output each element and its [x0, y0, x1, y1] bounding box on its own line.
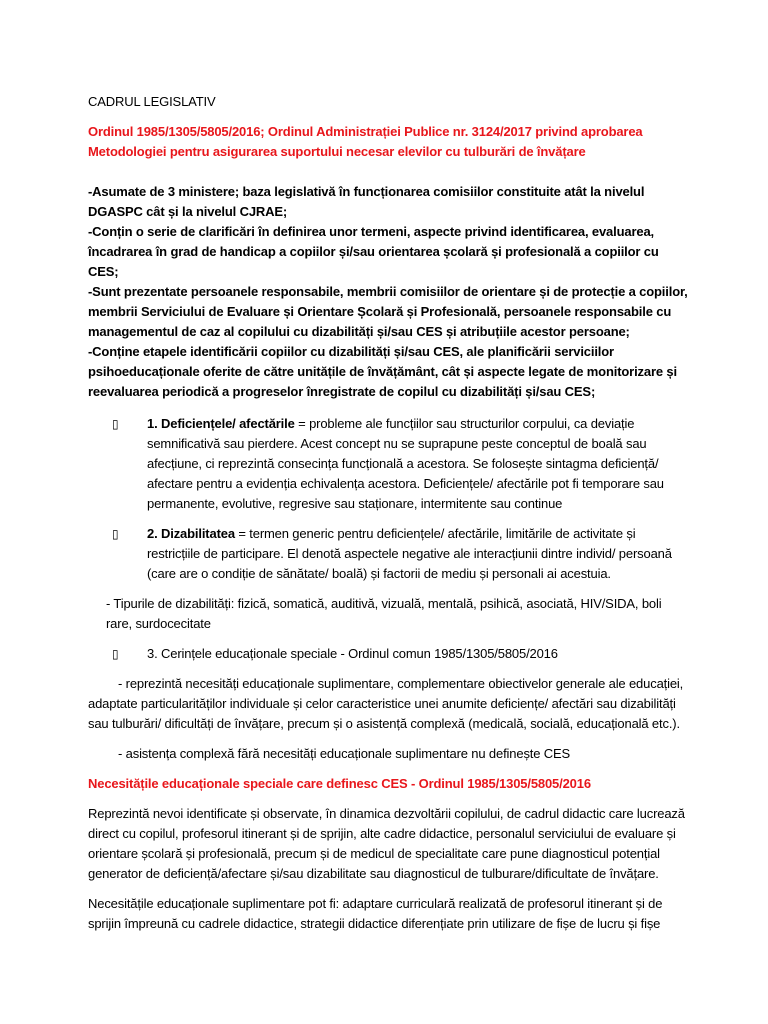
intro-list [88, 182, 688, 402]
bullet-icon: ▯ [112, 527, 119, 541]
intro-line: -Conține etapele identificării copiilor cu dizabilități și/sau CES, ale planificării serviciilor psihoeducaționale oferite de către unitățile de învățământ, cât și aspecte legate de monitorizare și reevaluarea periodică a progreselor înregistrate de copilul cu dizabilități și/sau CES; [88, 344, 677, 399]
list-item-dizabilitatea [88, 524, 688, 584]
item-text: = probleme ale funcțiilor sau structurilor corpului, ca deviație semnificativă sau pierdere. Acest concept nu se suprapune peste conceptul de boală sau afecțiune, ci reprezintă consecința funcțională a acestora. Se folosește sintagma deficiență/ afectare pentru a evidenția echivalența acestora. Deficiențele/ afectările pot fi temporare sau permanente, evolutive, regresive sau staționare, intermitente sau continue [147, 416, 664, 511]
body-paragraph: Reprezintă nevoi identificate și observate, în dinamica dezvoltării copilului, de cadrul didactic care lucrează direct cu copilul, profesorul itinerant și de sprijin, alte cadre didactice, personalul serviciului de evaluare și orientare școlară și profesională, precum și de medicul de specialitate care pune diagnosticul potențial generator de deficiență/afectare și/sau dizabilitate sau diagnosticul de tulburare/dificultate de învățare. [88, 806, 685, 881]
list-item-deficiente [88, 414, 688, 514]
bullet-icon: ▯ [112, 417, 119, 431]
document-heading: CADRUL LEGISLATIV [88, 94, 216, 109]
ces-paragraph: - asistența complexă fără necesități educaționale suplimentare nu definește CES [118, 746, 571, 761]
item-label: 1. Deficiențele/ afectările [147, 416, 295, 431]
ces-paragraph: - reprezintă necesități educaționale suplimentare, complementare obiectivelor generale ale educației, adaptate particularităților individuale și celor caracteristice unei anumite deficiențe/ afectări sau dizabilități sau tulburări/ dificultăți de învățare, precum și o asistență complexă (medicală, socială, educațională etc.). [88, 676, 684, 731]
types-line: - Tipurile de dizabilități: fizică, somatică, auditivă, vizuală, mentală, psihică, asociată, HIV/SIDA, boli rare, surdocecitate [106, 596, 662, 631]
item-label: 2. Dizabilitatea [147, 526, 235, 541]
item-label: 3. Cerințele educaționale speciale - Ordinul comun 1985/1305/5805/2016 [147, 646, 558, 661]
intro-line: -Asumate de 3 ministere; baza legislativă în funcționarea comisiilor constituite atât la nivelul DGASPC cât și la nivelul CJRAE; [88, 184, 645, 219]
bullet-icon: ▯ [112, 647, 119, 661]
document-page [88, 92, 688, 944]
section-heading: Necesitățile educaționale speciale care definesc CES - Ordinul 1985/1305/5805/2016 [88, 776, 591, 791]
list-item-ces [88, 644, 688, 664]
intro-line: -Sunt prezentate persoanele responsabile, membrii comisiilor de orientare și de protecție a copiilor, membrii Serviciului de Evaluare și Orientare Școlară și Profesională, persoanele responsabile cu managementul de caz al copilului cu dizabilități și/sau CES și atribuțiile acestor persoane; [88, 284, 688, 339]
intro-line: -Conțin o serie de clarificări în definirea unor termeni, aspecte privind identificarea, evaluarea, încadrarea în grad de handicap a copiilor și/sau orientarea școlară și profesională a copiilor cu CES; [88, 224, 659, 279]
item-text: = termen generic pentru deficiențele/ afectările, limitările de activitate și restricțiile de participare. El denotă aspectele negative ale interacțiunii dintre individ/ persoană (care are o condiție de sănătate/ boală) și factorii de mediu și personali ai acestuia. [147, 526, 672, 581]
order-title: Ordinul 1985/1305/5805/2016; Ordinul Administrației Publice nr. 3124/2017 privind aprobarea Metodologiei pentru asigurarea suportului necesar elevilor cu tulburări de învățare [88, 124, 643, 159]
body-paragraph: Necesitățile educaționale suplimentare pot fi: adaptare curriculară realizată de profesorul itinerant și de sprijin împreună cu cadrele didactice, strategii didactice diferențiate prin utilizare de fișe de lucru și fișe [88, 896, 663, 931]
